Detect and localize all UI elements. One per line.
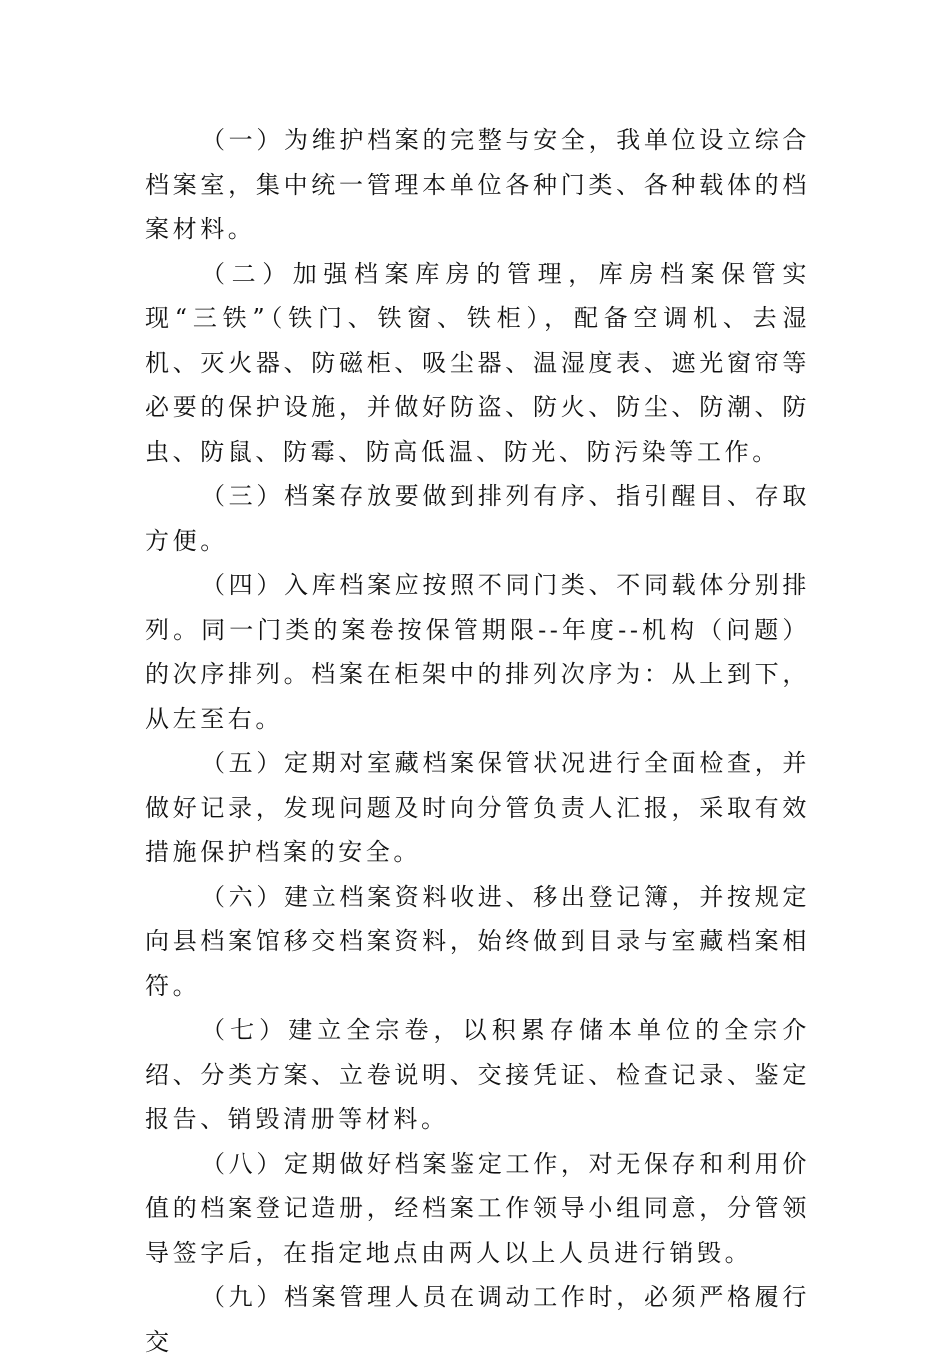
paragraph-5: （五）定期对室藏档案保管状况进行全面检查，并做好记录，发现问题及时向分管负责人汇报，采取有效措施保护档案的安全。 (145, 749, 810, 866)
paragraph-6: （六）建立档案资料收进、移出登记簿，并按规定向县档案馆移交档案资料，始终做到目录与室藏档案相符。 (145, 882, 810, 1000)
paragraph-8: （八）定期做好档案鉴定工作，对无保存和利用价值的档案登记造册，经档案工作领导小组同意，分管领导签字后，在指定地点由两人以上人员进行销毁。 (145, 1149, 810, 1267)
paragraph-9: （九）档案管理人员在调动工作时，必须严格履行交 (145, 1283, 810, 1356)
paragraph-3: （三）档案存放要做到排列有序、指引醒目、存取方便。 (145, 482, 810, 555)
paragraph-2: （二）加强档案库房的管理，库房档案保管实现“三铁”（铁门、铁窗、铁柜），配备空调机、去湿机、灭火器、防磁柜、吸尘器、温湿度表、遮光窗帘等必要的保护设施，并做好防盗、防火、防尘、防潮、防虫、防鼠、防霉、防高低温、防光、防污染等工作。 (145, 259, 810, 466)
document-page (145, 118, 810, 1364)
paragraph-1: （一）为维护档案的完整与安全，我单位设立综合档案室，集中统一管理本单位各种门类、各种载体的档案材料。 (145, 126, 810, 243)
paragraph-4: （四）入库档案应按照不同门类、不同载体分别排列。同一门类的案卷按保管期限--年度--机构（问题）的次序排列。档案在柜架中的排列次序为：从上到下，从左至右。 (145, 571, 810, 733)
paragraph-7: （七）建立全宗卷，以积累存储本单位的全宗介绍、分类方案、立卷说明、交接凭证、检查记录、鉴定报告、销毁清册等材料。 (145, 1016, 810, 1133)
